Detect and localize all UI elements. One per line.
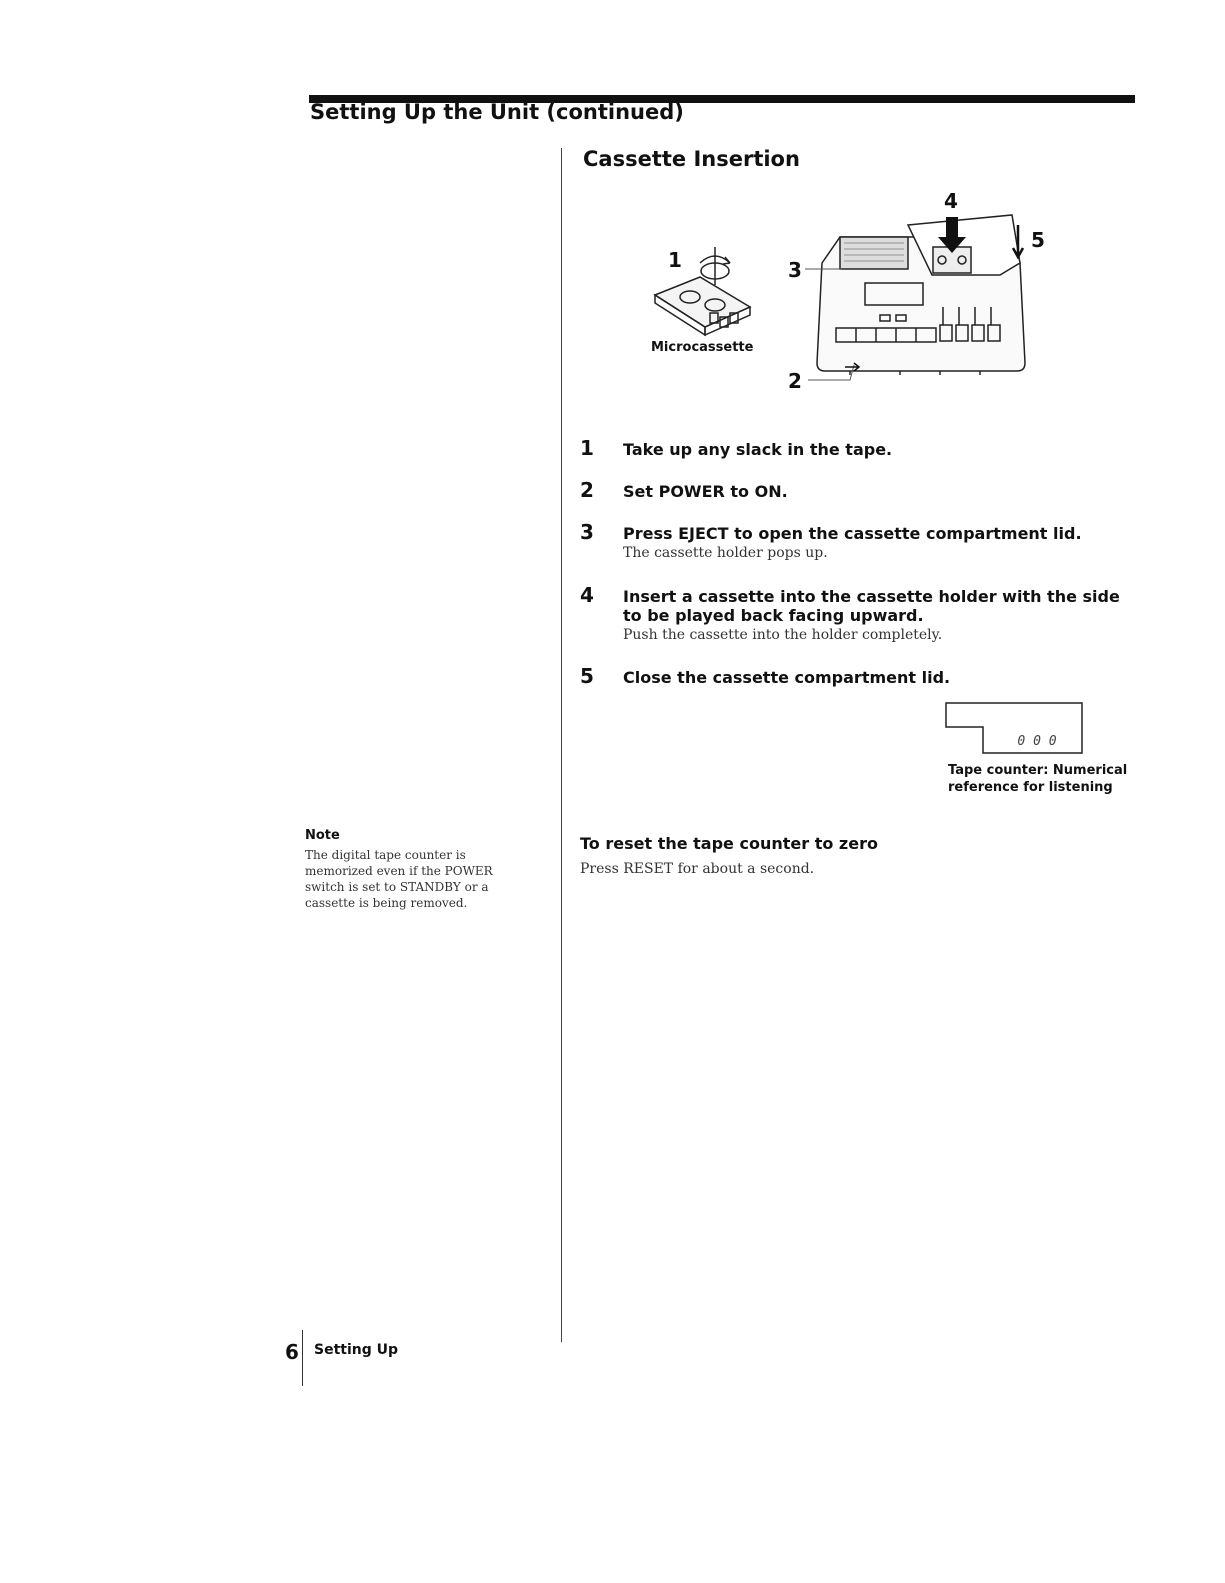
callout-4: 4 — [944, 189, 958, 213]
step-number: 4 — [580, 583, 594, 607]
transcriber-unit-drawing — [817, 215, 1025, 375]
step-number: 3 — [580, 520, 594, 544]
tape-counter-caption: Tape counter: Numerical reference for listening — [948, 763, 1128, 795]
step-title: Insert a cassette into the cassette holder with the side to be played back facing upward. — [623, 587, 1120, 625]
step-number: 5 — [580, 664, 594, 688]
step-description: Push the cassette into the holder completely. — [623, 627, 943, 643]
page-number: 6 — [285, 1340, 299, 1364]
cassette-insertion-illustration — [640, 185, 1080, 405]
callout-3: 3 — [788, 258, 802, 282]
page-section-title: Setting Up the Unit (continued) — [310, 100, 684, 124]
step-number: 1 — [580, 436, 594, 460]
column-divider — [561, 148, 562, 1342]
reset-counter-title: To reset the tape counter to zero — [580, 834, 878, 853]
step-number: 2 — [580, 478, 594, 502]
tape-counter-display — [945, 702, 1083, 754]
microcassette-caption: Microcassette — [651, 340, 754, 355]
step-description: The cassette holder pops up. — [623, 545, 828, 561]
footer-divider — [302, 1330, 303, 1386]
tape-counter-digits: 0 0 0 — [1017, 734, 1057, 749]
step-title: Press EJECT to open the cassette compartment lid. — [623, 524, 1082, 543]
step-title: Close the cassette compartment lid. — [623, 668, 951, 687]
step-title: Set POWER to ON. — [623, 482, 788, 501]
callout-2: 2 — [788, 369, 802, 393]
footer-section-label: Setting Up — [314, 1342, 399, 1358]
step-title: Take up any slack in the tape. — [623, 440, 893, 459]
callout-5: 5 — [1031, 228, 1045, 252]
note-body: The digital tape counter is memorized even if the POWER switch is set to STANDBY or a cassette is being removed. — [305, 848, 493, 910]
note-title: Note — [305, 828, 340, 843]
callout-1: 1 — [668, 248, 682, 272]
subsection-title: Cassette Insertion — [583, 147, 800, 171]
reset-counter-description: Press RESET for about a second. — [580, 861, 815, 877]
